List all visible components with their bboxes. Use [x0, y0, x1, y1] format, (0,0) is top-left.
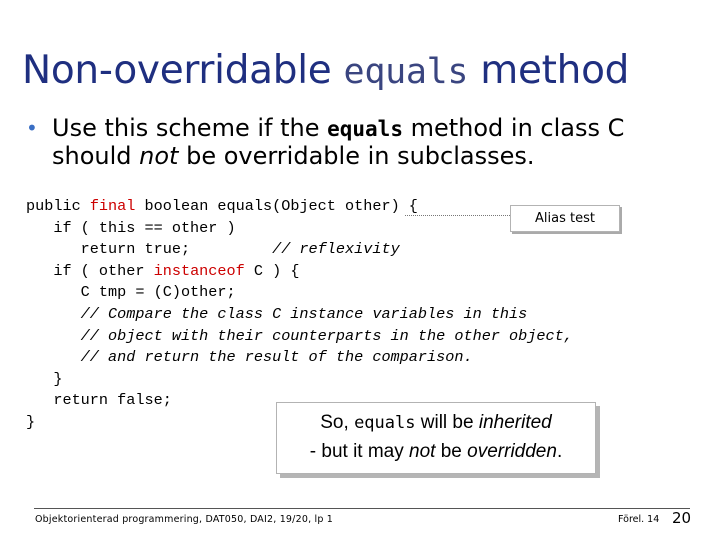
page-number: 20	[672, 509, 692, 527]
code-line-8: // and return the result of the comparison.	[26, 348, 473, 367]
alias-test-callout: Alias test	[510, 205, 620, 232]
code-line-10: return false;	[26, 391, 172, 410]
bullet-text: should	[52, 142, 140, 170]
slide-title	[22, 48, 629, 93]
code-line-6: // Compare the class C instance variables in this	[26, 304, 528, 323]
code-line-9: }	[26, 369, 63, 388]
code-block	[26, 196, 573, 434]
title-code: equals	[343, 52, 469, 92]
bullet-line-2	[52, 142, 535, 170]
code-line-3: return true; // reflexivity	[26, 240, 400, 259]
bullet-text: Use this scheme if the	[52, 114, 328, 142]
footer-divider	[34, 508, 690, 509]
title-part2: method	[468, 48, 630, 93]
bullet-emphasis: not	[139, 142, 179, 170]
bullet-line-1	[52, 114, 624, 143]
inheritance-note	[276, 402, 596, 474]
code-line-4: if ( other instanceof C ) {	[26, 261, 300, 280]
title-part1: Non-overridable	[22, 48, 344, 93]
bullet-text: be overridable in subclasses.	[178, 142, 535, 170]
code-line-7: // object with their counterparts in the other object,	[26, 326, 573, 345]
footer-lecture: Förel. 14	[618, 514, 660, 525]
code-line-1: public final boolean equals(Object other) {	[26, 197, 418, 215]
bullet-text: method in class C	[402, 114, 625, 142]
footer-course: Objektorienterad programmering, DAT050, DAI2, 19/20, lp 1	[35, 514, 334, 525]
bullet-dot-icon: •	[26, 116, 38, 140]
note-line-1: So, equals will be inherited	[320, 412, 552, 433]
code-line-5: C tmp = (C)other;	[26, 283, 236, 302]
bullet-code: equals	[327, 117, 403, 141]
code-line-2: if ( this == other )	[26, 218, 236, 237]
code-line-11: }	[26, 412, 36, 431]
callout-connector	[405, 215, 510, 216]
note-line-2: - but it may not be overridden.	[309, 441, 563, 462]
